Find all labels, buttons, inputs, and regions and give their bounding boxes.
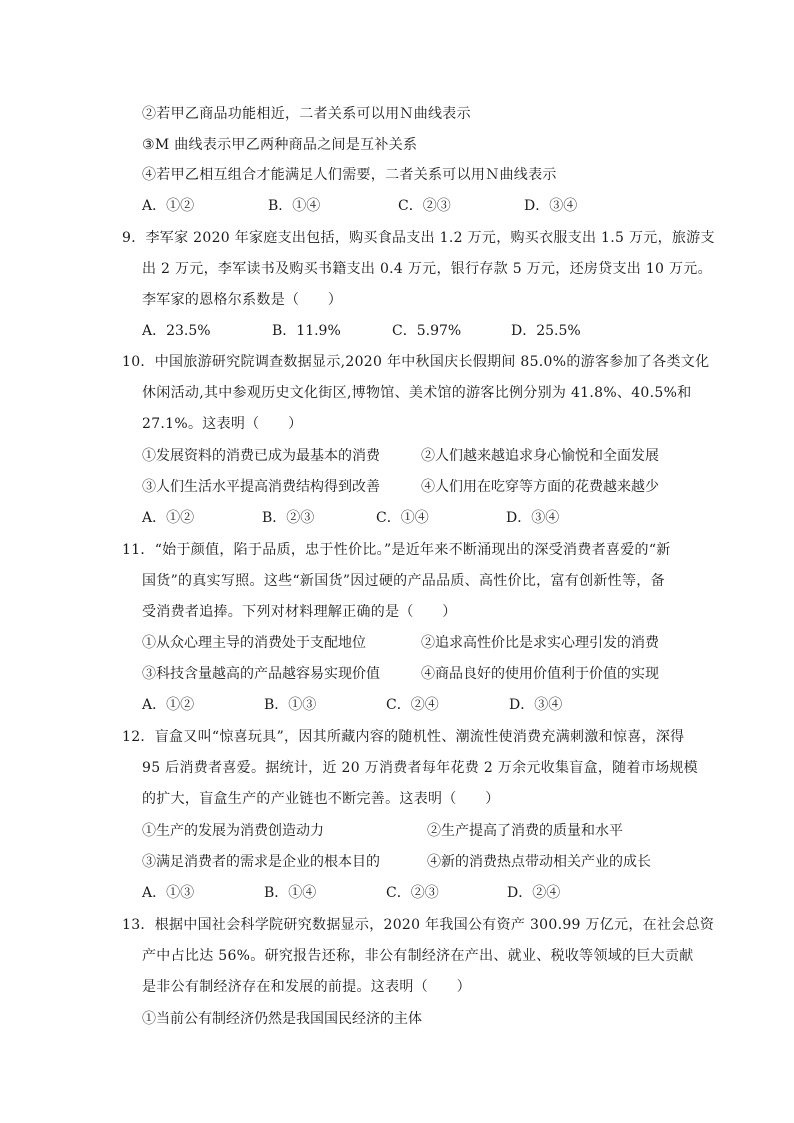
- q11-stem-line-2: 国货”的真实写照。这些“新国货”因过硬的产品品质、高性价比，富有创新性等，备: [142, 573, 665, 589]
- q10-option-c: C．①④: [376, 510, 429, 526]
- q9-stem-line-3: 李军家的恩格尔系数是（ ）: [142, 292, 343, 308]
- q12-statement-1: ①生产的发展为消费创造动力: [142, 823, 324, 839]
- q10-stem-line-3: 27.1%。这表明（ ）: [142, 416, 303, 432]
- q10-stem-line-2: 休闲活动,其中参观历史文化街区,博物馆、美术馆的游客比例分别为 41.8%、40.5%和: [142, 385, 692, 401]
- q11-option-c: C．②④: [386, 697, 439, 713]
- q12-statement-4: ④新的消费热点带动相关产业的成长: [427, 854, 651, 870]
- q11-statement-3: ③科技含量越高的产品越容易实现价值: [142, 666, 380, 682]
- q13-stem-line-3: 是非公有制经济存在和发展的前提。这表明（ ）: [142, 979, 471, 995]
- q11-statement-1: ①从众心理主导的消费处于支配地位: [142, 635, 366, 651]
- q11-statement-2: ②追求高性价比是求实心理引发的消费: [421, 635, 659, 651]
- q10-statement-3: ③人们生活水平提高消费结构得到改善: [142, 479, 380, 495]
- q10-statement-1: ①发展资料的消费已成为最基本的消费: [142, 448, 380, 464]
- q13-stem-line-1: 13．根据中国社会科学院研究数据显示，2020 年我国公有资产 300.99 万亿元，在社会总资: [122, 917, 715, 933]
- q9-option-b: B．11.9%: [272, 323, 341, 339]
- q8-option-c: C．②③: [398, 198, 451, 214]
- q12-stem-line-1: 12．盲盒又叫“惊喜玩具”，因其所藏内容的随机性、潮流性使消费充满刺激和惊喜，深得: [122, 729, 685, 745]
- q11-stem-line-1: 11．“始于颜值，陷于品质，忠于性价比。”是近年来不断涌现出的深受消费者喜爱的“新: [122, 542, 671, 558]
- q8-statement-4: ④若甲乙相互组合才能满足人们需要，二者关系可以用Ｎ曲线表示: [142, 167, 557, 183]
- q10-option-d: D．③④: [506, 510, 560, 526]
- q10-stem-line-1: 10．中国旅游研究院调查数据显示,2020 年中秋国庆长假期间 85.0%的游客参加了各类文化: [122, 354, 710, 370]
- q10-option-b: B．②③: [262, 510, 315, 526]
- q12-option-d: D．②④: [507, 885, 561, 901]
- q8-option-d: D．③④: [524, 198, 578, 214]
- q12-option-b: B．①④: [264, 885, 317, 901]
- q13-stem-line-2: 产中占比达 56%。研究报告还称，非公有制经济在产出、就业、税收等领域的巨大贡献: [142, 948, 694, 964]
- q12-statement-3: ③满足消费者的需求是企业的根本目的: [142, 854, 380, 870]
- q12-stem-line-2: 95 后消费者喜爱。据统计，近 20 万消费者每年花费 2 万余元收集盲盒，随着市场规模: [142, 760, 698, 776]
- q9-stem-line-2: 出 2 万元，李军读书及购买书籍支出 0.4 万元，银行存款 5 万元，还房贷支出 10 万元。: [142, 261, 712, 277]
- q9-option-a: A．23.5%: [142, 323, 211, 339]
- q10-statement-2: ②人们越来越追求身心愉悦和全面发展: [421, 448, 659, 464]
- q12-option-c: C．②③: [386, 885, 439, 901]
- q8-statement-3: ③M 曲线表示甲乙两种商品之间是互补关系: [142, 137, 418, 153]
- q12-statement-2: ②生产提高了消费的质量和水平: [427, 823, 623, 839]
- q11-option-a: A．①②: [142, 697, 195, 713]
- q8-option-b: B．①④: [268, 198, 321, 214]
- q9-stem-line-1: 9．李军家 2020 年家庭支出包括，购买食品支出 1.2 万元，购买衣服支出 1.5 万元，旅游支: [122, 230, 715, 246]
- q13-statement-1: ①当前公有制经济仍然是我国国民经济的主体: [142, 1011, 422, 1027]
- q11-statement-4: ④商品良好的使用价值利于价值的实现: [421, 666, 659, 682]
- q9-option-c: C．5.97%: [392, 323, 462, 339]
- q10-statement-4: ④人们用在吃穿等方面的花费越来越少: [421, 479, 659, 495]
- q8-option-a: A．①②: [142, 198, 195, 214]
- q11-option-b: B．①③: [264, 697, 317, 713]
- q11-stem-line-3: 受消费者追捧。下列对材料理解正确的是（ ）: [142, 604, 457, 620]
- q9-option-d: D．25.5%: [511, 323, 581, 339]
- q11-option-d: D．③④: [509, 697, 563, 713]
- q10-option-a: A．①②: [142, 510, 195, 526]
- q8-statement-2: ②若甲乙商品功能相近，二者关系可以用Ｎ曲线表示: [142, 106, 471, 122]
- q12-stem-line-3: 的扩大，盲盒生产的产业链也不断完善。这表明（ ）: [142, 791, 500, 807]
- q12-option-a: A．①③: [142, 885, 195, 901]
